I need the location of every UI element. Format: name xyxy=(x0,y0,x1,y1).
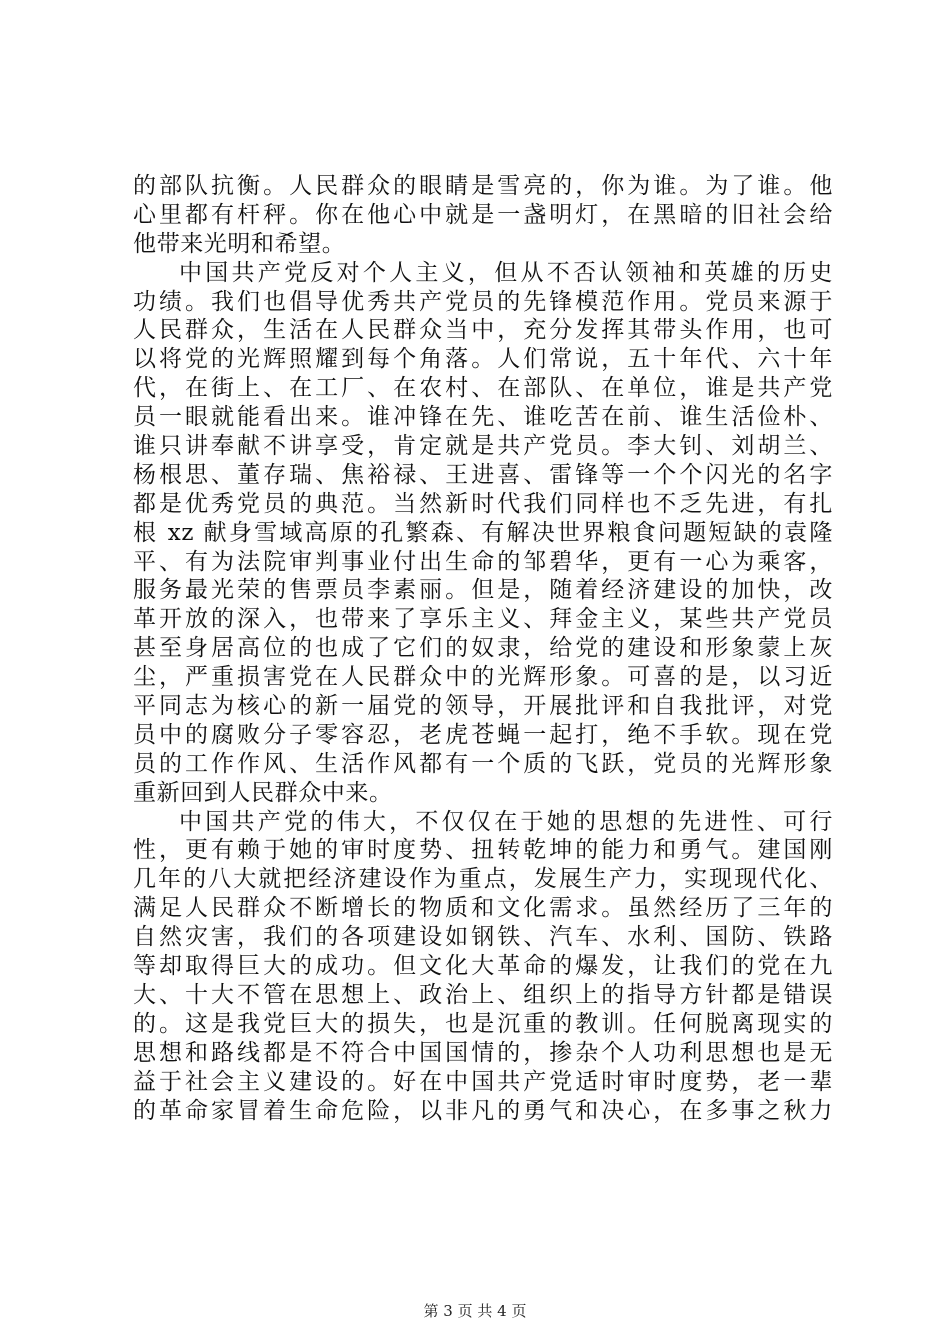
text-line: 思想和路线都是不符合中国国情的，掺杂个人功利思想也是无 xyxy=(133,1039,833,1066)
text-line: 的革命家冒着生命危险，以非凡的勇气和决心，在多事之秋力 xyxy=(133,1097,833,1124)
text-line: 以将党的光辉照耀到每个角落。人们常说，五十年代、六十年 xyxy=(133,346,833,373)
text-line: 杨根思、董存瑞、焦裕禄、王进喜、雷锋等一个个闪光的名字 xyxy=(133,461,833,488)
text-line: 革开放的深入，也带来了享乐主义、拜金主义，某些共产党员 xyxy=(133,606,833,633)
text-line: 自然灾害，我们的各项建设如钢铁、汽车、水利、国防、铁路 xyxy=(133,924,833,951)
text-line: 重新回到人民群众中来。 xyxy=(133,779,393,806)
text-line: 的。这是我党巨大的损失，也是沉重的教训。任何脱离现实的 xyxy=(133,1010,833,1037)
text-line: 谁只讲奉献不讲享受，肯定就是共产党员。李大钊、刘胡兰、 xyxy=(133,433,833,460)
text-line: 大、十大不管在思想上、政治上、组织上的指导方针都是错误 xyxy=(133,981,833,1008)
text-line: 等却取得巨大的成功。但文化大革命的爆发，让我们的党在九 xyxy=(133,953,833,980)
text-line: 代，在街上、在工厂、在农村、在部队、在单位，谁是共产党 xyxy=(133,375,833,402)
text-line: 都是优秀党员的典范。当然新时代我们同样也不乏先进，有扎 xyxy=(133,490,833,517)
text-line: 平、有为法院审判事业付出生命的邹碧华，更有一心为乘客， xyxy=(133,548,833,575)
text-line: 服务最光荣的售票员李素丽。但是，随着经济建设的加快，改 xyxy=(133,577,833,604)
text-line: 甚至身居高位的也成了它们的奴隶，给党的建设和形象蒙上灰 xyxy=(133,635,833,662)
text-line: 中国共产党反对个人主义，但从不否认领袖和英雄的历史 xyxy=(179,259,833,286)
text-line: 尘，严重损害党在人民群众中的光辉形象。可喜的是，以习近 xyxy=(133,664,833,691)
text-line: 根 xz 献身雪域高原的孔繁森、有解决世界粮食问题短缺的袁隆 xyxy=(133,519,833,546)
text-line: 几年的八大就把经济建设作为重点，发展生产力，实现现代化、 xyxy=(133,866,833,893)
page-number-footer: 第 3 页 共 4 页 xyxy=(423,1302,527,1320)
text-line: 员的工作作风、生活作风都有一个质的飞跃，党员的光辉形象 xyxy=(133,750,833,777)
text-line: 功绩。我们也倡导优秀共产党员的先锋模范作用。党员来源于 xyxy=(133,288,833,315)
text-line: 性，更有赖于她的审时度势、扭转乾坤的能力和勇气。建国刚 xyxy=(133,837,833,864)
text-line: 员中的腐败分子零容忍，老虎苍蝇一起打，绝不手软。现在党 xyxy=(133,721,833,748)
text-line: 益于社会主义建设的。好在中国共产党适时审时度势，老一辈 xyxy=(133,1068,833,1095)
text-line: 中国共产党的伟大，不仅仅在于她的思想的先进性、可行 xyxy=(179,808,833,835)
text-line: 他带来光明和希望。 xyxy=(133,230,346,257)
text-line: 员一眼就能看出来。谁冲锋在先、谁吃苦在前、谁生活俭朴、 xyxy=(133,404,833,431)
text-line: 满足人民群众不断增长的物质和文化需求。虽然经历了三年的 xyxy=(133,895,833,922)
text-line: 的部队抗衡。人民群众的眼睛是雪亮的，你为谁。为了谁。他 xyxy=(133,173,833,199)
body-text xyxy=(133,172,833,1125)
text-line: 人民群众，生活在人民群众当中，充分发挥其带头作用，也可 xyxy=(133,317,833,344)
text-line: 心里都有杆秤。你在他心中就是一盏明灯，在黑暗的旧社会给 xyxy=(133,201,833,228)
text-line: 平同志为核心的新一届党的领导，开展批评和自我批评，对党 xyxy=(133,693,833,720)
